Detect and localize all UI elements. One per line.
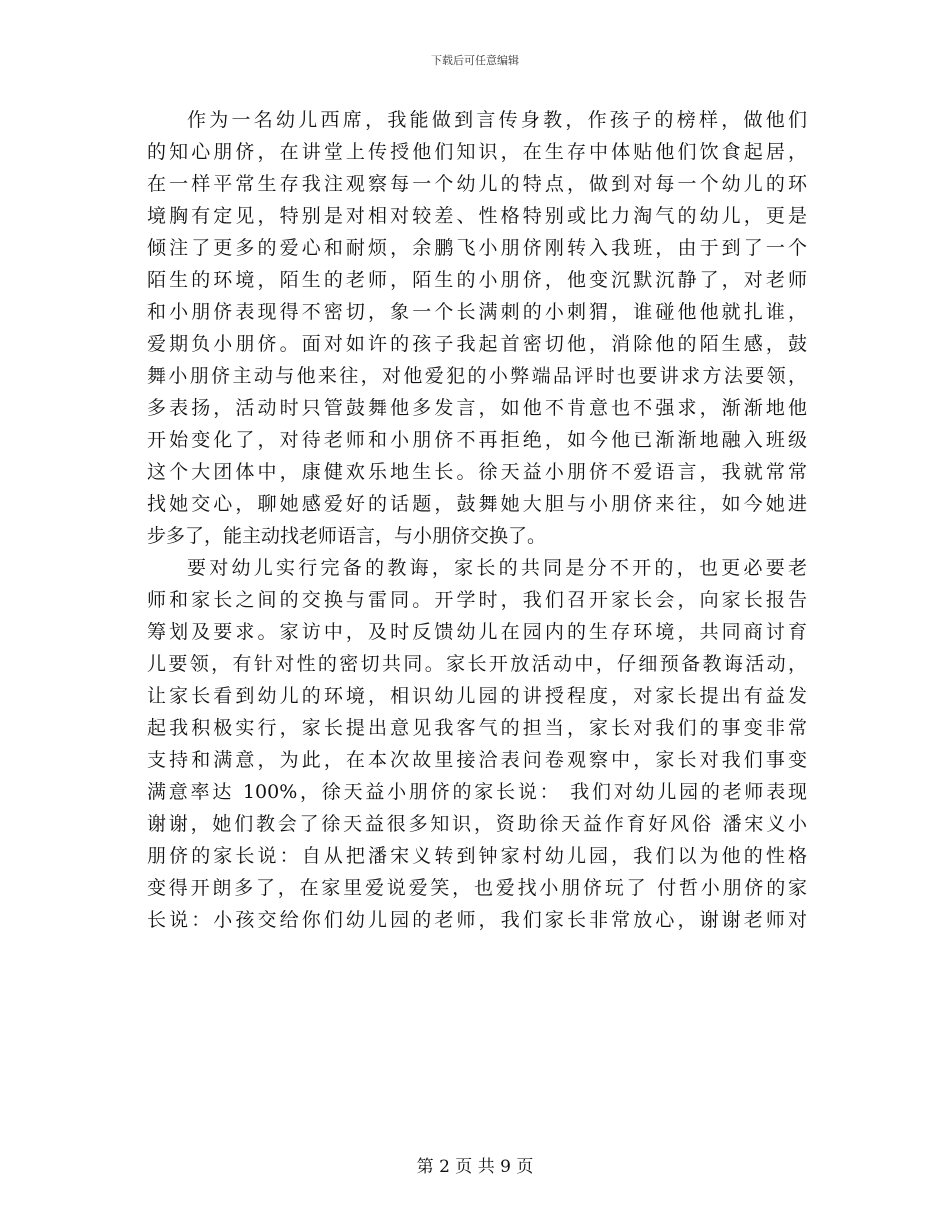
text-line: 儿要领，有针对性的密切共同。家长开放活动中，仔细预备教诲活动， (147, 653, 807, 675)
paragraph-2 (147, 552, 807, 936)
text-line: 这个大团体中，康健欢乐地生长。徐天益小朋侪不爱语言，我就常常 (147, 461, 807, 483)
text-line: 长说：小孩交给你们幼儿园的老师，我们家长非常放心，谢谢老师对 (147, 909, 807, 931)
text-line: 和小朋侪表现得不密切，象一个长满刺的小刺猬，谁碰他他就扎谁， (147, 301, 807, 323)
text-line: 谢谢，她们教会了徐天益很多知识，资助徐天益作育好风俗 潘宋义小 (147, 813, 807, 835)
paragraph-1 (147, 104, 807, 552)
text-line: 倾注了更多的爱心和耐烦，余鹏飞小朋侪刚转入我班，由于到了一个 (147, 237, 807, 259)
text-line: 开始变化了，对待老师和小朋侪不再拒绝，如今他已渐渐地融入班级 (147, 429, 807, 451)
text-line: 舞小朋侪主动与他来往，对他爱犯的小弊端品评时也要讲求方法要领， (147, 365, 807, 387)
page-header-note: 下载后可任意编辑 (431, 54, 519, 67)
text-line: 满意率达 100%，徐天益小朋侪的家长说： 我们对幼儿园的老师表现 (147, 781, 807, 803)
text-line: 找她交心，聊她感爱好的话题，鼓舞她大胆与小朋侪来往，如今她进 (147, 493, 807, 515)
text-line: 步多了，能主动找老师语言，与小朋侪交换了。 (147, 525, 547, 547)
text-line: 朋侪的家长说：自从把潘宋义转到钟家村幼儿园，我们以为他的性格 (147, 845, 807, 867)
text-line: 筹划及要求。家访中，及时反馈幼儿在园内的生存环境，共同商讨育 (147, 621, 807, 643)
text-line: 要对幼儿实行完备的教诲，家长的共同是分不开的，也更必要老 (187, 557, 807, 579)
text-line: 让家长看到幼儿的环境，相识幼儿园的讲授程度，对家长提出有益发 (147, 685, 807, 707)
text-line: 多表扬，活动时只管鼓舞他多发言，如他不肯意也不强求，渐渐地他 (147, 397, 807, 419)
text-line: 在一样平常生存我注观察每一个幼儿的特点，做到对每一个幼儿的环 (147, 173, 807, 195)
text-line: 起我积极实行，家长提出意见我客气的担当，家长对我们的事变非常 (147, 717, 807, 739)
text-line: 境胸有定见，特别是对相对较差、性格特别或比力淘气的幼儿，更是 (147, 205, 807, 227)
text-line: 师和家长之间的交换与雷同。开学时，我们召开家长会，向家长报告 (147, 589, 807, 611)
page-number: 第 2 页 共 9 页 (416, 1157, 534, 1177)
text-line: 的知心朋侪，在讲堂上传授他们知识，在生存中体贴他们饮食起居， (147, 141, 807, 163)
text-line: 支持和满意，为此，在本次故里接洽表问卷观察中，家长对我们事变 (147, 749, 807, 771)
text-line: 爱期负小朋侪。面对如许的孩子我起首密切他，消除他的陌生感，鼓 (147, 333, 807, 355)
text-line: 陌生的环境，陌生的老师，陌生的小朋侪，他变沉默沉静了，对老师 (147, 269, 807, 291)
text-line: 变得开朗多了，在家里爱说爱笑，也爱找小朋侪玩了 付哲小朋侪的家 (147, 877, 807, 899)
document-body (147, 104, 807, 936)
text-line: 作为一名幼儿西席，我能做到言传身教，作孩子的榜样，做他们 (187, 109, 807, 131)
